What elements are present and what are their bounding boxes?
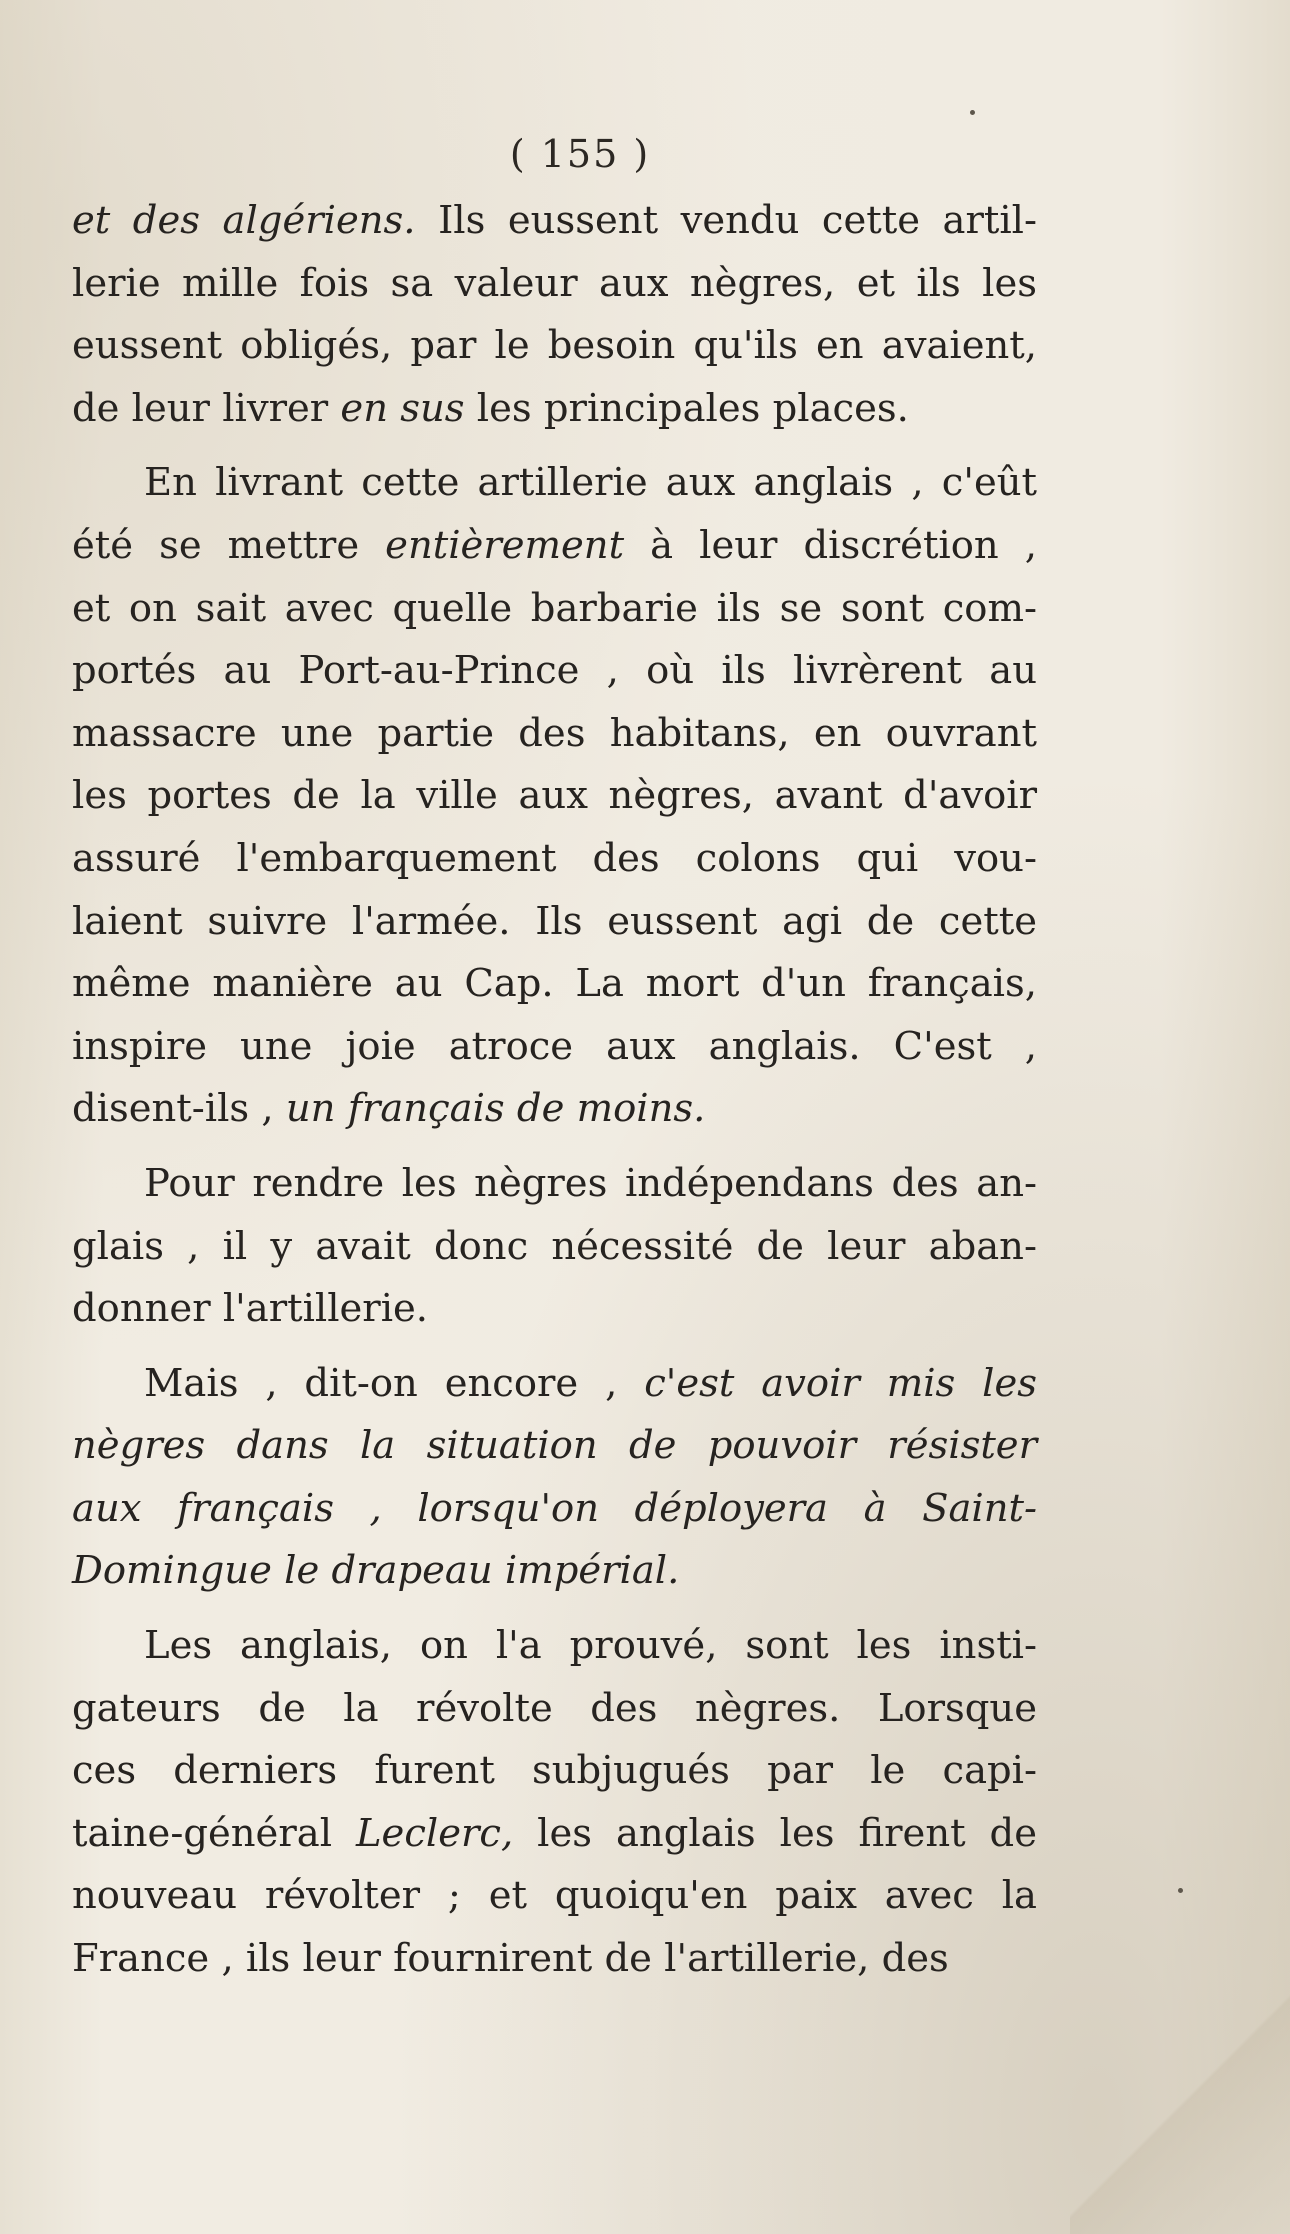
- text-segment: Les anglais, on l'a prouvé, sont les insti-: [144, 1623, 1037, 1669]
- text-segment: portés au Port-au-Prince , où ils livrèrent au: [72, 648, 1037, 694]
- paragraph-gap: [72, 440, 1037, 452]
- text-segment: gateurs de la révolte des nègres. Lorsque: [72, 1685, 1037, 1731]
- italic-text: Domingue le drapeau impérial.: [72, 1548, 680, 1594]
- text-line: [72, 953, 1037, 1016]
- paragraph-gap: [72, 1603, 1037, 1615]
- text-segment: laient suivre l'armée. Ils eussent agi de cette: [72, 898, 1037, 944]
- paper-speck: [970, 110, 975, 115]
- italic-text: un français de moins.: [285, 1086, 706, 1132]
- text-segment: En livrant cette artillerie aux anglais , c'eût: [144, 460, 1037, 506]
- text-line: [72, 253, 1037, 316]
- text-segment: les portes de la ville aux nègres, avant d'avoir: [72, 773, 1037, 819]
- text-segment: France , ils leur fournirent de l'artillerie, des: [72, 1936, 949, 1982]
- text-line: [72, 1216, 1037, 1279]
- text-line: [72, 828, 1037, 891]
- paragraph: [72, 190, 1037, 440]
- text-line: [72, 703, 1037, 766]
- text-line: [72, 1016, 1037, 1079]
- body-text: [72, 190, 1037, 1991]
- text-line: [72, 640, 1037, 703]
- text-line: [72, 1615, 1037, 1678]
- page-shadow-corner: [1070, 1974, 1290, 2234]
- italic-text: nègres dans la situation de pouvoir résister: [72, 1423, 1037, 1469]
- text-segment: glais , il y avait donc nécessité de leur aban-: [72, 1223, 1037, 1269]
- text-segment: donner l'artillerie.: [72, 1286, 429, 1332]
- text-segment: les anglais les firent de: [513, 1810, 1037, 1856]
- text-segment: Pour rendre les nègres indépendans des an-: [144, 1160, 1037, 1206]
- text-segment: de leur livrer: [72, 385, 341, 431]
- text-segment: Ils eussent vendu cette artil-: [415, 198, 1037, 243]
- italic-text: aux français , lorsqu'on déployera à Saint-: [72, 1485, 1037, 1531]
- text-segment: eussent obligés, par le besoin qu'ils en avaient,: [72, 323, 1037, 369]
- text-segment: nouveau révolter ; et quoiqu'en paix avec la: [72, 1873, 1037, 1919]
- text-line: [72, 1740, 1037, 1803]
- text-line: [72, 452, 1037, 515]
- text-line: [72, 1678, 1037, 1741]
- paragraph: [72, 452, 1037, 1141]
- text-line: [72, 1153, 1037, 1216]
- italic-text: c'est avoir mis les: [644, 1360, 1038, 1406]
- paper-speck: [1178, 1888, 1183, 1893]
- text-segment: même manière au Cap. La mort d'un français,: [72, 961, 1037, 1007]
- text-segment: assuré l'embarquement des colons qui vou-: [72, 835, 1037, 881]
- text-line: [72, 1478, 1037, 1541]
- text-segment: taine-général: [72, 1810, 356, 1856]
- text-segment: disent-ils ,: [72, 1086, 286, 1132]
- text-line: [72, 1415, 1037, 1478]
- text-line: [72, 765, 1037, 828]
- page-number: ( 155 ): [509, 132, 651, 176]
- text-line: [72, 1803, 1037, 1866]
- italic-text: en sus: [340, 385, 465, 431]
- italic-text: et des algériens.: [72, 198, 416, 243]
- text-segment: les principales places.: [464, 385, 909, 431]
- text-segment: lerie mille fois sa valeur aux nègres, et ils les: [72, 260, 1037, 306]
- italic-text: entièrement: [385, 522, 625, 568]
- italic-text: Leclerc,: [355, 1810, 514, 1856]
- paragraph: [72, 1153, 1037, 1341]
- text-line: [72, 1078, 1037, 1141]
- text-segment: ces derniers furent subjugués par le capi-: [72, 1748, 1037, 1794]
- text-segment: et on sait avec quelle barbarie ils se sont com-: [72, 585, 1037, 631]
- text-segment: à leur discrétion ,: [624, 522, 1038, 568]
- paragraph-gap: [72, 1341, 1037, 1353]
- text-segment: été se mettre: [72, 522, 386, 568]
- text-line: [72, 1865, 1037, 1928]
- text-line: [72, 315, 1037, 378]
- text-segment: inspire une joie atroce aux anglais. C'est ,: [72, 1023, 1037, 1069]
- text-line: [72, 578, 1037, 641]
- paragraph-gap: [72, 1141, 1037, 1153]
- text-line: [72, 378, 1037, 441]
- text-line: [72, 1540, 1037, 1603]
- text-line: [72, 515, 1037, 578]
- text-segment: massacre une partie des habitans, en ouvrant: [72, 710, 1037, 756]
- text-segment: Mais , dit-on encore ,: [144, 1360, 645, 1406]
- text-line: [72, 1278, 1037, 1341]
- paragraph: [72, 1615, 1037, 1991]
- paragraph: [72, 1353, 1037, 1603]
- text-line: [72, 1928, 1037, 1991]
- text-line: [72, 190, 1037, 253]
- text-line: [72, 1353, 1037, 1416]
- text-line: [72, 891, 1037, 954]
